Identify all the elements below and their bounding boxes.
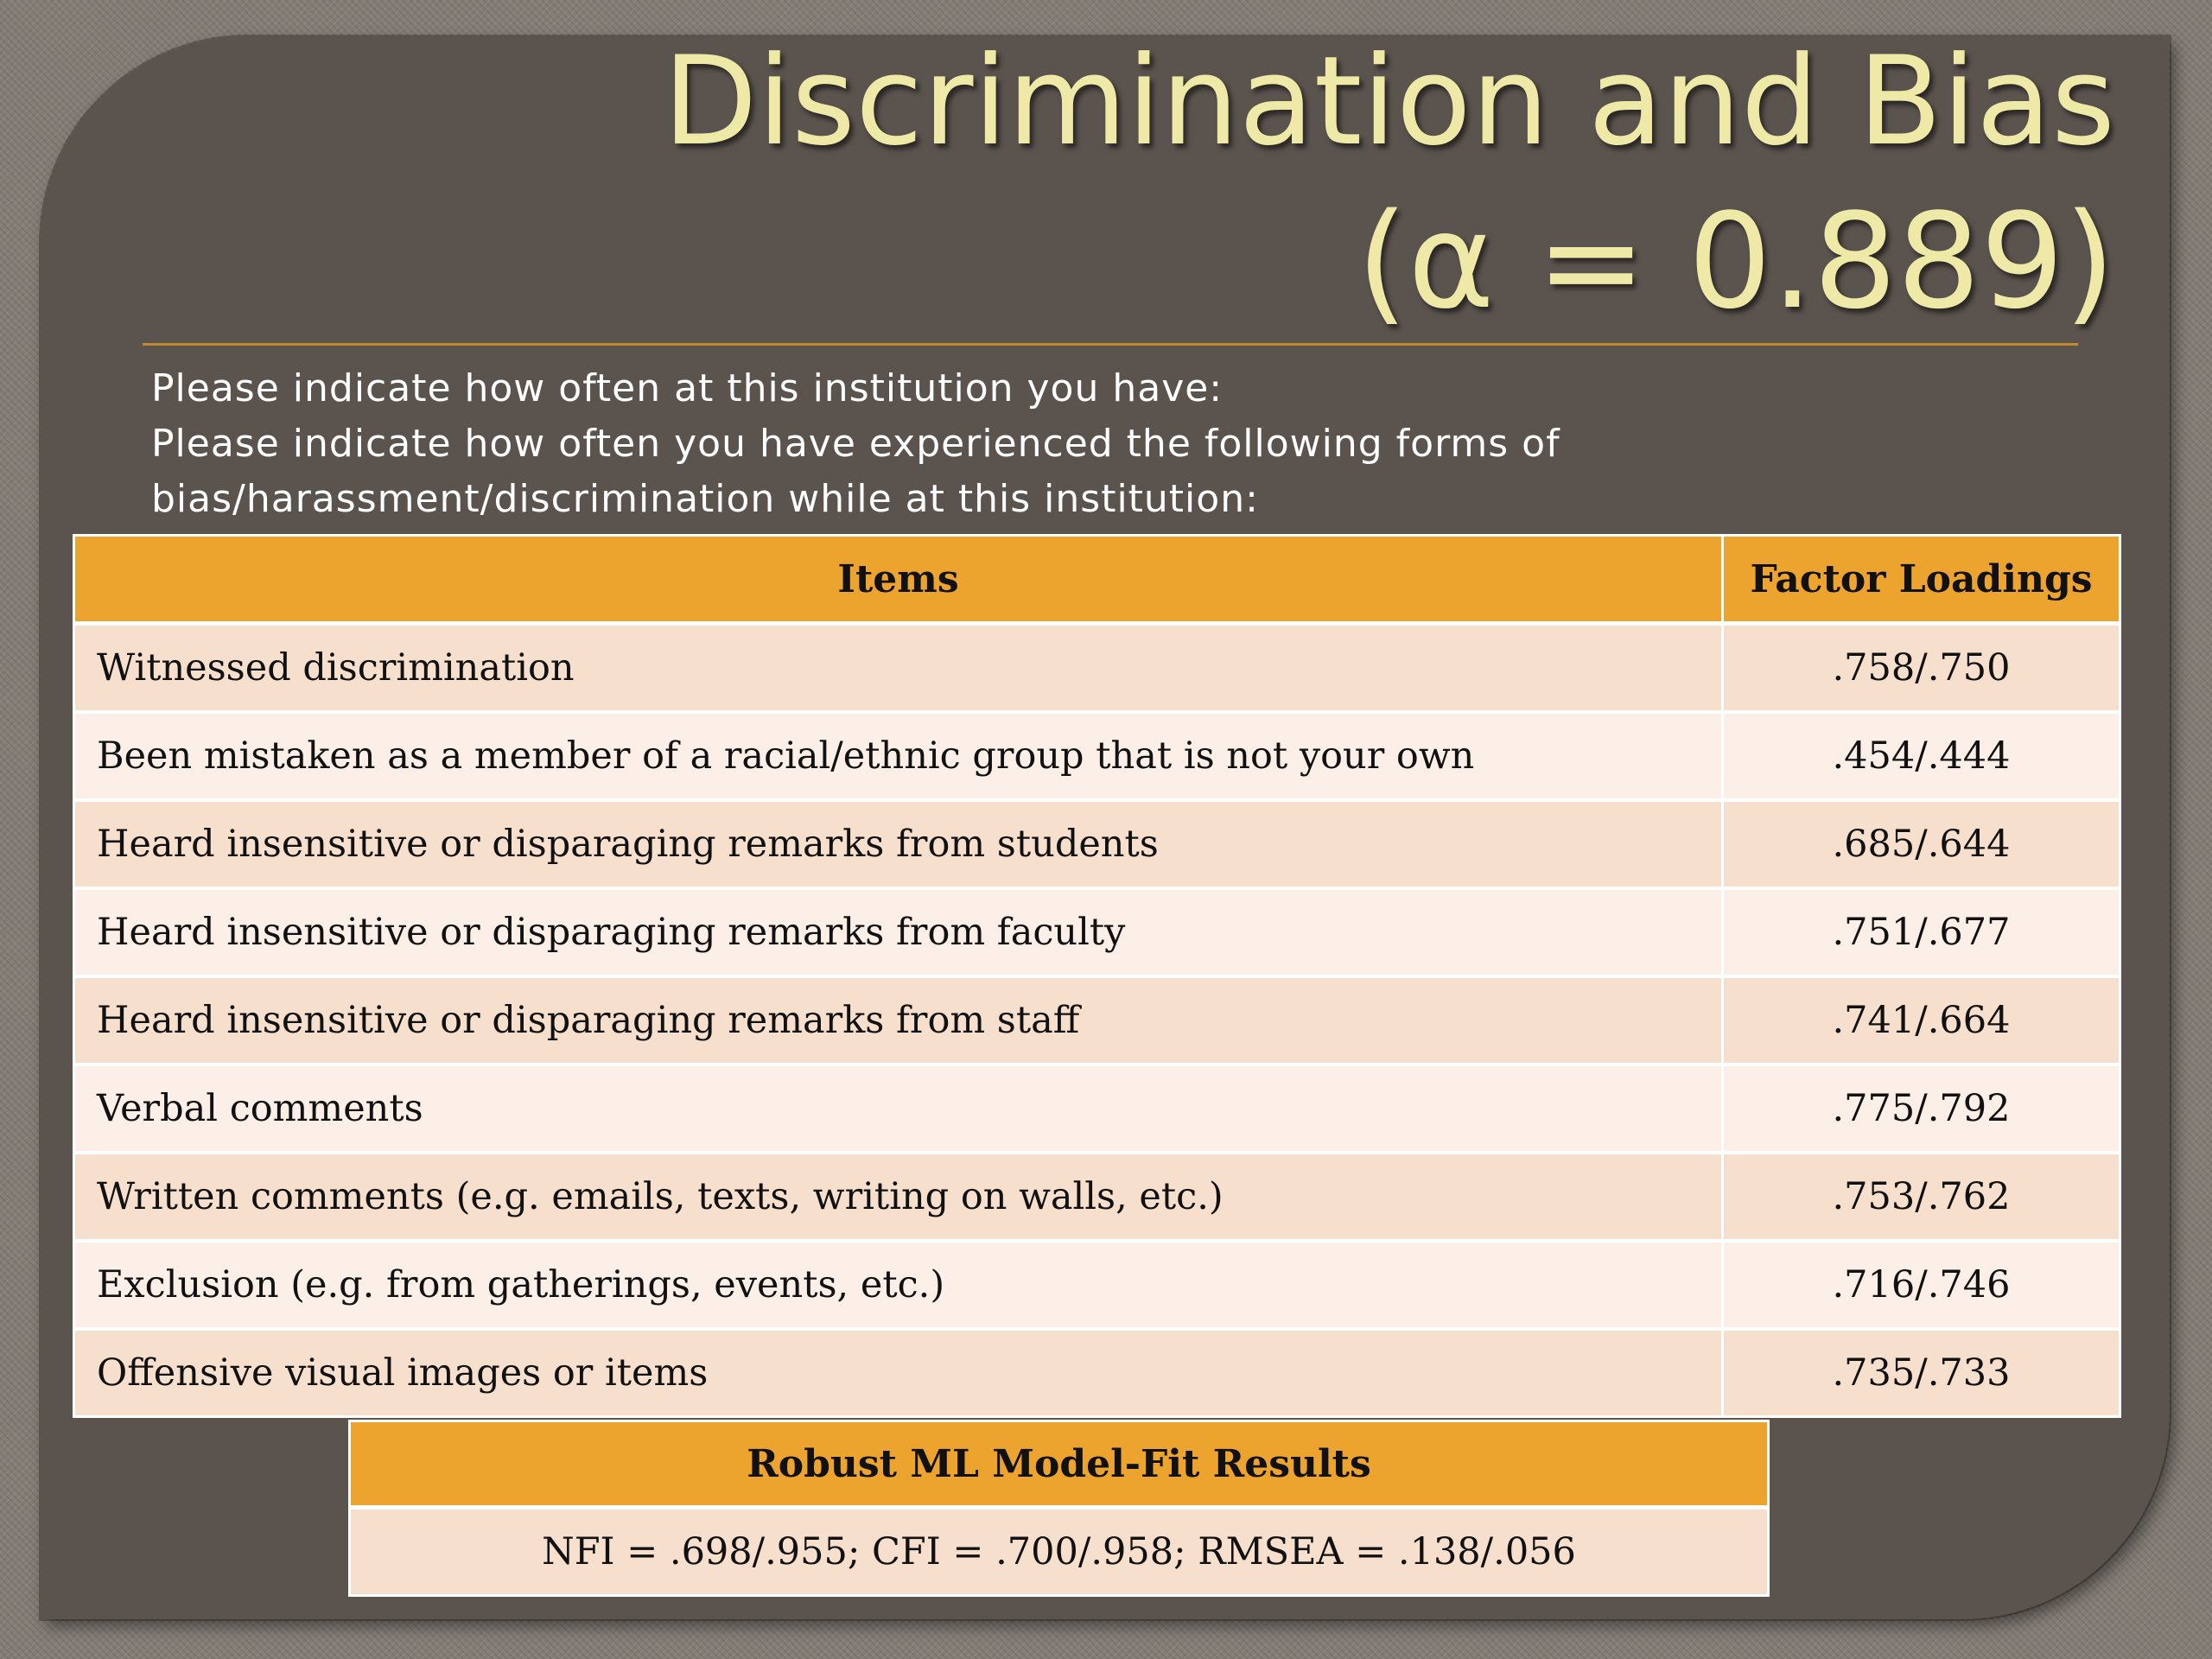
table-row	[74, 888, 2120, 976]
item-cell: Been mistaken as a member of a racial/ethnic group that is not your own	[74, 712, 1723, 800]
loading-cell: .735/.733	[1723, 1329, 2120, 1417]
loading-cell: .775/.792	[1723, 1065, 2120, 1153]
slide-title	[663, 24, 2115, 344]
intro-line-1: Please indicate how often at this institution you have:	[151, 366, 1224, 410]
table-row	[74, 1065, 2120, 1153]
item-cell: Heard insensitive or disparaging remarks from staff	[74, 976, 1723, 1065]
table-row	[74, 1329, 2120, 1417]
table-row	[74, 1153, 2120, 1241]
item-cell: Heard insensitive or disparaging remarks from students	[74, 800, 1723, 888]
items-column-header: Items	[74, 536, 1723, 624]
loading-cell: .685/.644	[1723, 800, 2120, 888]
table-row	[74, 1241, 2120, 1329]
factor-loadings-table	[73, 534, 2121, 1418]
item-cell: Exclusion (e.g. from gatherings, events, etc.)	[74, 1241, 1723, 1329]
loading-cell: .753/.762	[1723, 1153, 2120, 1241]
slide-title-line-1: Discrimination and Bias	[663, 30, 2115, 173]
item-cell: Witnessed discrimination	[74, 624, 1723, 713]
model-fit-header: Robust ML Model-Fit Results	[350, 1421, 1769, 1508]
loading-cell: .716/.746	[1723, 1241, 2120, 1329]
model-fit-header-row	[350, 1421, 1769, 1508]
model-fit-row	[350, 1508, 1769, 1596]
item-cell: Verbal comments	[74, 1065, 1723, 1153]
table-header-row	[74, 536, 2120, 624]
loading-cell: .751/.677	[1723, 888, 2120, 976]
intro-line-3: bias/harassment/discrimination while at this institution:	[151, 477, 1259, 521]
loading-cell: .758/.750	[1723, 624, 2120, 713]
title-divider	[143, 343, 2078, 346]
table-row	[74, 800, 2120, 888]
item-cell: Offensive visual images or items	[74, 1329, 1723, 1417]
table-row	[74, 976, 2120, 1065]
slide-title-line-2: (α = 0.889)	[1357, 185, 2115, 338]
intro-line-2: Please indicate how often you have experienced the following forms of	[151, 422, 1560, 466]
item-cell: Written comments (e.g. emails, texts, writing on walls, etc.)	[74, 1153, 1723, 1241]
table-row	[74, 624, 2120, 713]
loading-cell: .454/.444	[1723, 712, 2120, 800]
model-fit-value: NFI = .698/.955; CFI = .700/.958; RMSEA = .138/.056	[350, 1508, 1769, 1596]
table-row	[74, 712, 2120, 800]
loading-cell: .741/.664	[1723, 976, 2120, 1065]
item-cell: Heard insensitive or disparaging remarks from faculty	[74, 888, 1723, 976]
loadings-column-header: Factor Loadings	[1723, 536, 2120, 624]
intro-text	[151, 361, 1793, 527]
model-fit-table	[348, 1420, 1770, 1597]
